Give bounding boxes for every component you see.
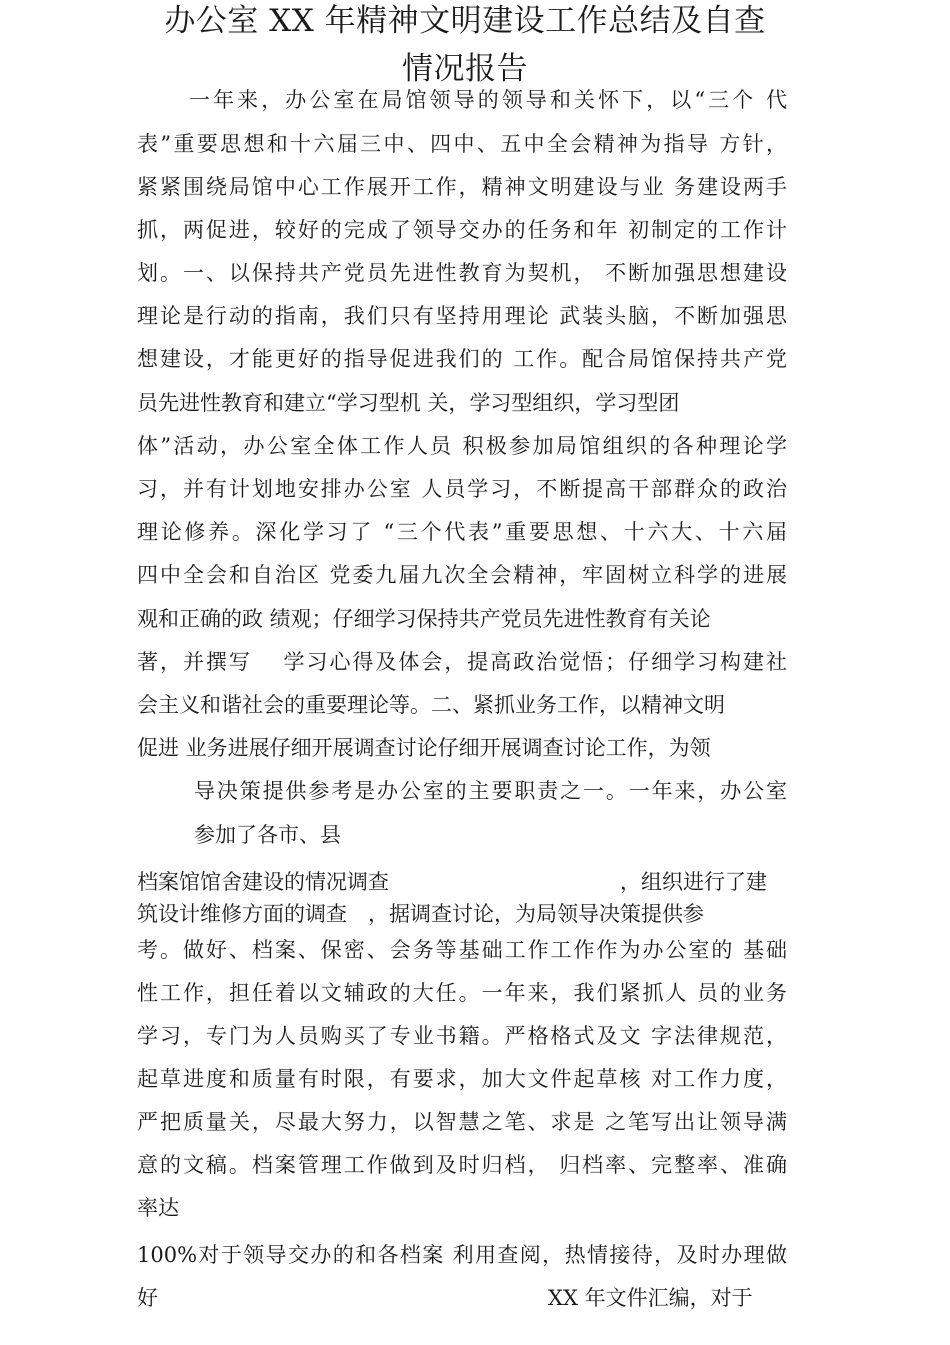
body-line: 考。做好、档案、保密、会务等基础工作工作作为办公室的 基础 bbox=[137, 938, 787, 962]
body-line: 抓，两促进，较好的完成了领导交办的任务和年 初制定的工作计 bbox=[137, 218, 787, 242]
body-line: 会主义和谐社会的重要理论等。二、紧抓业务工作，以精神文明 bbox=[137, 693, 725, 717]
body-line: 体”活动，办公室全体工作人员 积极参加局馆组织的各种理论学 bbox=[137, 434, 787, 458]
body-line: 导决策提供参考是办公室的主要职责之一。一年来，办公室 bbox=[194, 779, 787, 803]
body-line: 员先进性教育和建立“学习型机 关，学习型组织，学习型团 bbox=[137, 391, 680, 415]
body-line: 表”重要思想和十六届三中、四中、五中全会精神为指导 方针， bbox=[137, 132, 787, 156]
body-line: 理论修养。深化学习了 “三个代表”重要思想、十六大、十六届 bbox=[137, 520, 787, 544]
body-line-fragment: 好 bbox=[137, 1286, 158, 1310]
body-line: 紧紧围绕局馆中心工作展开工作，精神文明建设与业 务建设两手 bbox=[137, 175, 787, 199]
document-title-line-1: 办公室 XX 年精神文明建设工作总结及自查 bbox=[164, 3, 766, 39]
body-line: 意的文稿。档案管理工作做到及时归档， 归档率、完整率、准确 bbox=[137, 1153, 787, 1177]
document-title-line-2: 情况报告 bbox=[402, 51, 528, 87]
body-line: 一年来，办公室在局馆领导的领导和关怀下，以“三个 代 bbox=[189, 88, 787, 112]
body-line: 著，并撰写 学习心得及体会，提高政治觉悟；仔细学习构建社 bbox=[137, 650, 787, 674]
body-line: 筑设计维修方面的调查 ，据调查讨论，为局领导决策提供参 bbox=[137, 902, 704, 926]
body-line: 促进 业务进展仔细开展调查讨论仔细开展调查讨论工作，为领 bbox=[137, 736, 711, 760]
body-line-fragment: XX 年文件汇编，对于 bbox=[548, 1286, 753, 1310]
body-line: 学习，专门为人员购买了专业书籍。严格格式及文 字法律规范， bbox=[137, 1024, 787, 1048]
body-line: 起草进度和质量有时限，有要求，加大文件起草核 对工作力度， bbox=[137, 1067, 787, 1091]
body-line: 四中全会和自治区 党委九届九次全会精神，牢固树立科学的进展 bbox=[137, 563, 787, 587]
body-line: 严把质量关，尽最大努力，以智慧之笔、求是 之笔写出让领导满 bbox=[137, 1110, 787, 1134]
body-line-fragment: ，组织进行了建 bbox=[620, 870, 767, 894]
body-line: 观和正确的政 绩观；仔细学习保持共产党员先进性教育有关论 bbox=[137, 607, 711, 631]
body-line: 习，并有计划地安排办公室 人员学习，不断提高干部群众的政治 bbox=[137, 477, 787, 501]
body-line-fragment: 档案馆馆舍建设的情况调查 bbox=[137, 870, 389, 894]
body-line: 划。一、以保持共产党员先进性教育为契机， 不断加强思想建设 bbox=[137, 261, 787, 285]
body-line: 性工作，担任着以文辅政的大任。一年来，我们紧抓人 员的业务 bbox=[137, 981, 787, 1005]
body-line: 理论是行动的指南，我们只有坚持用理论 武装头脑，不断加强思 bbox=[137, 304, 787, 328]
body-line: 率达 bbox=[137, 1196, 179, 1220]
body-line: 参加了各市、县 bbox=[194, 823, 341, 847]
body-line: 想建设，才能更好的指导促进我们的 工作。配合局馆保持共产党 bbox=[137, 347, 787, 371]
body-line: 100%对于领导交办的和各档案 利用查阅，热情接待，及时办理做 bbox=[137, 1243, 787, 1267]
